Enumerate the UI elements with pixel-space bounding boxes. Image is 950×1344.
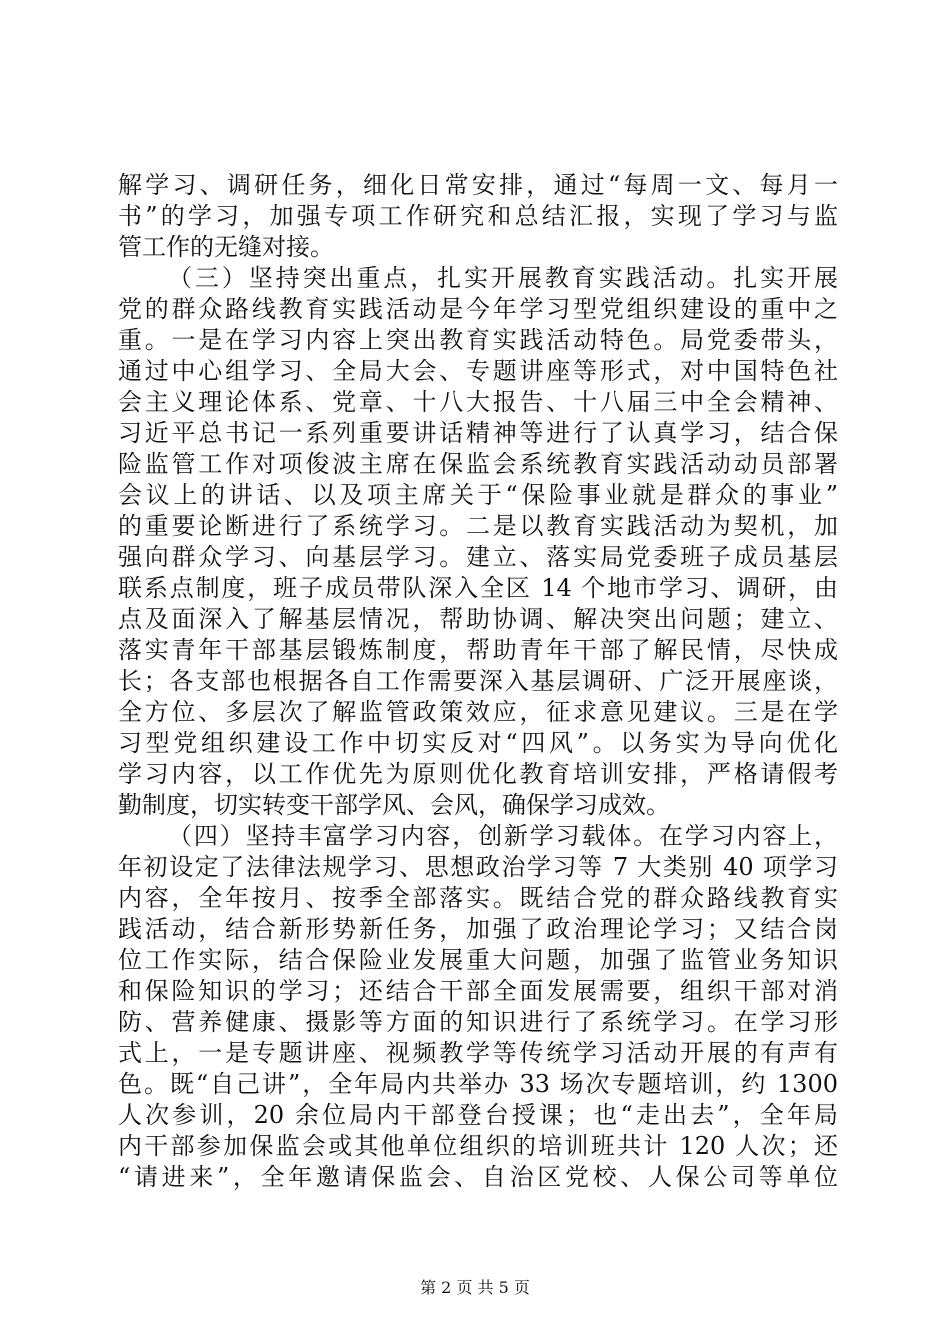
text-line: 人次参训，20 余位局内干部登台授课；也“走出去”，全年局 bbox=[118, 1101, 838, 1129]
text-line: 勤制度，切实转变干部学风、会风，确保学习成效。 bbox=[118, 791, 670, 819]
text-line: 习近平总书记一系列重要讲话精神等进行了认真学习，结合保 bbox=[118, 419, 838, 447]
text-line: “请进来”，全年邀请保监会、自治区党校、人保公司等单位 bbox=[118, 1163, 838, 1191]
text-line: 内干部参加保监会或其他单位组织的培训班共计 120 人次；还 bbox=[118, 1132, 838, 1160]
text-line: 践活动，结合新形势新任务，加强了政治理论学习；又结合岗 bbox=[118, 915, 838, 943]
text-line: 书”的学习，加强专项工作研究和总结汇报，实现了学习与监 bbox=[118, 202, 838, 230]
text-line: 防、营养健康、摄影等方面的知识进行了系统学习。在学习形 bbox=[118, 1008, 838, 1036]
text-line: 险监管工作对项俊波主席在保监会系统教育实践活动动员部署 bbox=[118, 450, 838, 478]
text-line: 式上，一是专题讲座、视频教学等传统学习活动开展的有声有 bbox=[118, 1039, 838, 1067]
text-line: 全方位、多层次了解监管政策效应，征求意见建议。三是在学 bbox=[118, 698, 838, 726]
text-line: 学习内容，以工作优先为原则优化教育培训安排，严格请假考 bbox=[118, 760, 838, 788]
text-line: 内容，全年按月、按季全部落实。既结合党的群众路线教育实 bbox=[118, 884, 838, 912]
text-line: 和保险知识的学习；还结合干部全面发展需要，组织干部对消 bbox=[118, 977, 838, 1005]
text-line: 会主义理论体系、党章、十八大报告、十八届三中全会精神、 bbox=[118, 388, 838, 416]
section-heading-line: （四）坚持丰富学习内容，创新学习载体。在学习内容上， bbox=[168, 822, 838, 850]
text-line: 解学习、调研任务，细化日常安排，通过“每周一文、每月一 bbox=[118, 171, 838, 199]
text-line: 位工作实际，结合保险业发展重大问题，加强了监管业务知识 bbox=[118, 946, 838, 974]
text-line: 长；各支部也根据各自工作需要深入基层调研、广泛开展座谈， bbox=[118, 667, 838, 695]
text-line: 色。既“自己讲”，全年局内共举办 33 场次专题培训，约 1300 bbox=[118, 1070, 838, 1098]
text-line: 的重要论断进行了系统学习。二是以教育实践活动为契机，加 bbox=[118, 512, 838, 540]
text-line: 党的群众路线教育实践活动是今年学习型党组织建设的重中之 bbox=[118, 295, 838, 323]
section-heading-line: （三）坚持突出重点，扎实开展教育实践活动。扎实开展 bbox=[168, 264, 838, 292]
text-line: 年初设定了法律法规学习、思想政治学习等 7 大类别 40 项学习 bbox=[118, 853, 838, 881]
text-line: 强向群众学习、向基层学习。建立、落实局党委班子成员基层 bbox=[118, 543, 838, 571]
text-line: 重。一是在学习内容上突出教育实践活动特色。局党委带头， bbox=[118, 326, 838, 354]
text-line: 落实青年干部基层锻炼制度，帮助青年干部了解民情，尽快成 bbox=[118, 636, 838, 664]
text-line: 点及面深入了解基层情况，帮助协调、解决突出问题；建立、 bbox=[118, 605, 838, 633]
text-line: 通过中心组学习、全局大会、专题讲座等形式，对中国特色社 bbox=[118, 357, 838, 385]
text-line: 会议上的讲话、以及项主席关于“保险事业就是群众的事业” bbox=[118, 481, 838, 509]
body-text bbox=[118, 170, 838, 1193]
text-line: 联系点制度，班子成员带队深入全区 14 个地市学习、调研，由 bbox=[118, 574, 838, 602]
text-line: 习型党组织建设工作中切实反对“四风”。以务实为导向优化 bbox=[118, 729, 838, 757]
text-line: 管工作的无缝对接。 bbox=[118, 233, 334, 261]
page-number-footer: 第 2 页 共 5 页 bbox=[420, 1278, 530, 1297]
